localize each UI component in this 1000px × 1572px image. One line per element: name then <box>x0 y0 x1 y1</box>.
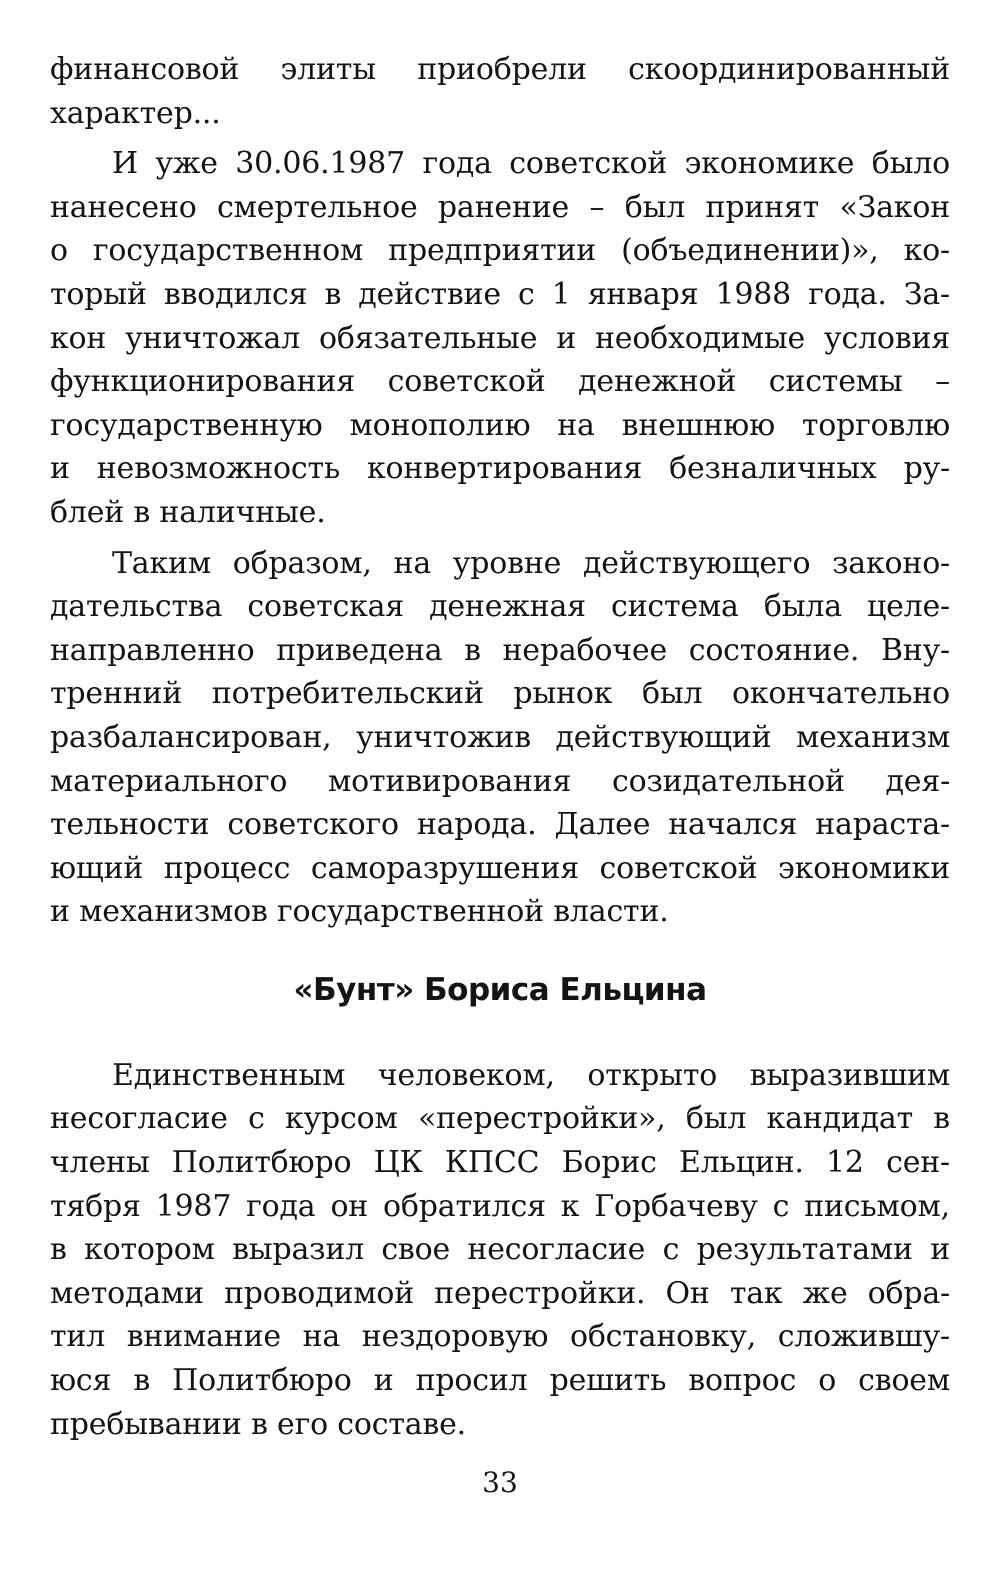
text-line: члены Политбюро ЦК КПСС Борис Ельцин. 12 сен- <box>50 1145 950 1181</box>
paragraph-law-1987 <box>50 142 950 534</box>
text-line: о государственном предприятии (объединении)», ко- <box>50 233 950 269</box>
text-line: тил внимание на нездоровую обстановку, сложившу- <box>50 1319 950 1355</box>
text-line: государственную монополию на внешнюю торговлю <box>50 407 950 443</box>
text-line: Единственным человеком, открыто выразившим <box>112 1057 950 1093</box>
text-line: Таким образом, на уровне действующего законо- <box>112 545 950 581</box>
text-line: пребывании в его составе. <box>50 1406 467 1442</box>
text-line: материального мотивирования созидательной дея- <box>50 763 950 799</box>
paragraph-continuation <box>50 48 950 135</box>
text-line: И уже 30.06.1987 года советской экономике было <box>112 146 950 182</box>
text-line: несогласие с курсом «перестройки», был кандидат в <box>50 1101 950 1137</box>
text-line: и невозможность конвертирования безналичных ру- <box>50 451 950 487</box>
text-line: нанесено смертельное ранение – был принят «Закон <box>50 189 950 225</box>
text-line: и механизмов государственной власти. <box>50 894 669 930</box>
text-line: разбалансирован, уничтожив действующий механизм <box>50 719 950 755</box>
text-line: блей в наличные. <box>50 494 326 530</box>
text-line: дательства советская денежная система была целе- <box>50 589 950 625</box>
text-line: направленно приведена в нерабочее состояние. Вну- <box>50 632 950 668</box>
text-line: кон уничтожал обязательные и необходимые условия <box>50 320 950 356</box>
paragraph-monetary-system <box>50 542 950 934</box>
text-line: тельности советского народа. Далее начался нараста- <box>50 807 950 843</box>
section-heading: «Бунт» Бориса Ельцина <box>293 971 707 1008</box>
text-line: тренний потребительский рынок был окончательно <box>50 676 950 712</box>
page-number: 33 <box>482 1466 518 1499</box>
text-line: методами проводимой перестройки. Он так же обра- <box>50 1275 950 1311</box>
text-line: тября 1987 года он обратился к Горбачеву с письмом, <box>50 1188 950 1224</box>
text-line: торый вводился в действие с 1 января 1988 года. За- <box>50 276 950 312</box>
text-line: функционирования советской денежной системы – <box>50 364 950 400</box>
text-line: финансовой элиты приобрели скоординированный <box>50 52 950 87</box>
text-line: в котором выразил свое несогласие с результатами и <box>50 1232 950 1268</box>
text-line: ющий процесс саморазрушения советской экономики <box>50 850 950 886</box>
text-line: юся в Политбюро и просил решить вопрос о своем <box>50 1363 950 1399</box>
paragraph-yeltsin <box>50 1054 950 1446</box>
text-line: характер... <box>50 95 221 131</box>
page-body <box>50 48 950 1446</box>
